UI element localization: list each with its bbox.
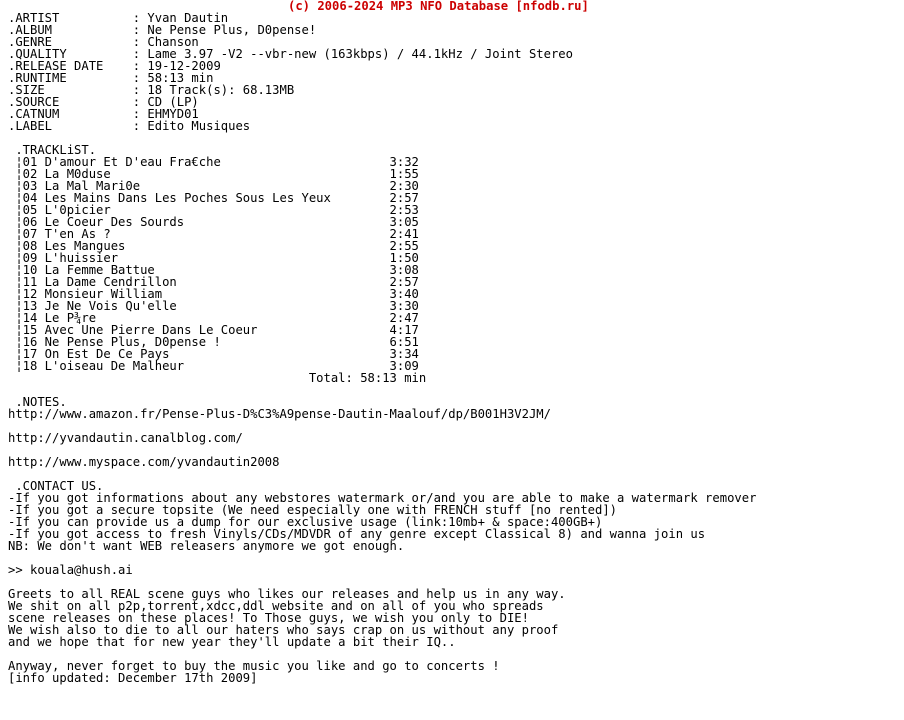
track-row: ¦12 Monsieur William 3:40	[8, 287, 419, 301]
link-amazon: http://www.amazon.fr/Pense-Plus-D%C3%A9pense-Dautin-Maalouf/dp/B001H3V2JM/	[8, 407, 551, 421]
track-row: ¦16 Ne Pense Plus, D0pense ! 6:51	[8, 335, 419, 349]
track-row: ¦08 Les Mangues 2:55	[8, 239, 419, 253]
blank-line	[8, 132, 756, 144]
track-row: ¦03 La Mal Mari0e 2:30	[8, 179, 419, 193]
blank-line	[8, 384, 756, 396]
track-row: ¦14 Le P¾re 2:47	[8, 311, 419, 325]
track-row: ¦13 Je Ne Vois Qu'elle 3:30	[8, 299, 419, 313]
info-album: .ALBUM : Ne Pense Plus, D0pense!	[8, 23, 317, 37]
contact-line: -If you got informations about any webstores watermark or/and you are able to make a watermark remover	[8, 491, 757, 505]
link-canalblog: http://yvandautin.canalblog.com/	[8, 431, 243, 445]
track-row: ¦10 La Femme Battue 3:08	[8, 263, 419, 277]
copyright-credit: (c) 2006-2024 MP3 NFO Database [nfodb.ru]	[288, 0, 589, 13]
tracklist-header: .TRACKLiST.	[8, 143, 97, 157]
track-row: ¦02 La M0duse 1:55	[8, 167, 419, 181]
link-myspace: http://www.myspace.com/yvandautin2008	[8, 455, 280, 469]
track-row: ¦18 L'oiseau De Malheur 3:09	[8, 359, 419, 373]
greets-line: We wish also to die to all our haters who says crap on us without any proof	[8, 623, 559, 637]
tracklist-total: Total: 58:13 min	[8, 371, 427, 385]
track-row: ¦04 Les Mains Dans Les Poches Sous Les Yeux 2:57	[8, 191, 419, 205]
contact-line: -If you got a secure topsite (We need especially one with FRENCH stuff [no rented])	[8, 503, 618, 517]
track-row: ¦11 La Dame Cendrillon 2:57	[8, 275, 419, 289]
info-quality: .QUALITY : Lame 3.97 -V2 --vbr-new (163kbps) / 44.1kHz / Joint Stereo	[8, 47, 573, 61]
track-row: ¦09 L'huissier 1:50	[8, 251, 419, 265]
greets-line: Greets to all REAL scene guys who likes our releases and help us in any way.	[8, 587, 566, 601]
greets-line: scene releases on these places! To Those guys, we wish you only to DIE!	[8, 611, 529, 625]
info-label: .LABEL : Edito Musiques	[8, 119, 251, 133]
closing-line: Anyway, never forget to buy the music you like and go to concerts !	[8, 659, 500, 673]
contact-header: .CONTACT US.	[8, 479, 104, 493]
info-release-date: .RELEASE DATE : 19-12-2009	[8, 59, 221, 73]
blank-line	[8, 468, 756, 480]
track-row: ¦05 L'0picier 2:53	[8, 203, 419, 217]
track-row: ¦15 Avec Une Pierre Dans Le Coeur 4:17	[8, 323, 419, 337]
contact-line: -If you can provide us a dump for our exclusive usage (link:10mb+ & space:400GB+)	[8, 515, 603, 529]
track-row: ¦06 Le Coeur Des Sourds 3:05	[8, 215, 419, 229]
info-genre: .GENRE : Chanson	[8, 35, 199, 49]
contact-line: NB: We don't want WEB releasers anymore we got enough.	[8, 539, 405, 553]
notes-header: .NOTES.	[8, 395, 67, 409]
contact-line: -If you got access to fresh Vinyls/CDs/MDVDR of any genre except Classical 8) and wanna join us	[8, 527, 706, 541]
greets-line: We shit on all p2p,torrent,xdcc,ddl website and on all of you who spreads	[8, 599, 544, 613]
info-source: .SOURCE : CD (LP)	[8, 95, 199, 109]
track-row: ¦07 T'en As ? 2:41	[8, 227, 419, 241]
track-row: ¦01 D'amour Et D'eau Fra€che 3:32	[8, 155, 419, 169]
nfo-document	[8, 0, 756, 684]
track-row: ¦17 On Est De Ce Pays 3:34	[8, 347, 419, 361]
info-catnum: .CATNUM : EHMYD01	[8, 107, 199, 121]
info-runtime: .RUNTIME : 58:13 min	[8, 71, 214, 85]
info-size: .SIZE : 18 Track(s): 68.13MB	[8, 83, 295, 97]
info-artist: .ARTIST : Yvan Dautin	[8, 11, 229, 25]
contact-email: >> kouala@hush.ai	[8, 563, 133, 577]
greets-line: and we hope that for new year they'll update a bit their IQ..	[8, 635, 456, 649]
updated-line: [info updated: December 17th 2009]	[8, 671, 258, 685]
